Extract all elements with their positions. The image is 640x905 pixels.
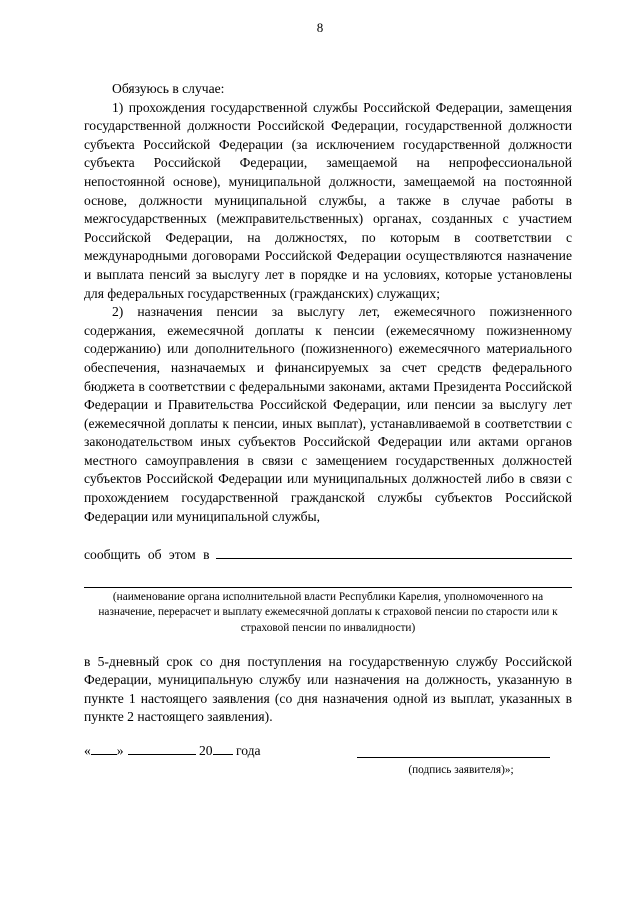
report-to-line [84,544,572,565]
date-signature-row [84,741,572,776]
document-body [84,80,572,776]
obligation-item-2: 2) назначения пенсии за выслугу лет, ежемесячного пожизненного содержания, ежемесячной доплаты к пенсии (ежемесячному пожизненному содержанию) или дополнительного (пожизненного) ежемесячного материального обеспечения, назначаемых и финансируемых за счет средств федерального бюджета в соответствии с федеральными законами, актами Президента Российской Федерации и Правительства Российской Федерации, или пенсии за выслугу лет (ежемесячной доплаты к пенсии, иных выплат), устанавливаемой в соответствии с законодательством иных субъектов Российской Федерации или актами органов местного самоуправления в связи с замещением государственных должностей субъектов Российской Федерации или муниципальных должностей либо в связи с прохождением государственной гражданской службы субъектов Российской Федерации или муниципальной службы, [84,304,572,524]
org-name-field[interactable] [216,544,573,559]
spacer [84,526,572,544]
deadline-paragraph: в 5-дневный срок со дня поступления на государственную службу Российской Федерации, муниципальную службу или назначения на должность, указанную в пункте 1 настоящего заявления (со дня назначения одной из выплат, указанных в пункте 2 настоящего заявления). [84,653,572,725]
date-close-quote: » [116,743,124,758]
year-word: года [236,743,261,758]
year-prefix: 20 [199,743,213,758]
signature-caption: (подпись заявителя)»; [408,764,514,776]
report-to-label: сообщить об этом в [84,547,210,563]
org-name-caption: (наименование органа исполнительной власти Республики Карелия, уполномоченного на назначение, перерасчет и выплату ежемесячной доплаты к страховой пенсии по старости или к страховой пенсии по инвалидности) [98,590,558,635]
month-blank[interactable] [128,741,196,755]
date-open-quote: « [84,743,91,758]
obligation-intro: Обязуюсь в случае: [112,81,225,96]
date-field [84,741,261,761]
day-blank[interactable] [91,741,117,755]
signature-field[interactable] [357,741,550,758]
org-name-field-continuation[interactable] [84,569,572,588]
spacer [84,637,572,653]
page-number: 8 [316,20,324,35]
year-blank[interactable] [213,741,233,755]
obligation-item-1: 1) прохождения государственной службы Российской Федерации, замещения государственной должности Российской Федерации, государственной должности субъекта Российской Федерации (за исключением государственной должности субъекта Российской Федерации, замещаемой на непрофессиональной непостоянной основе), муниципальной должности, замещаемой на постоянной основе, должности муниципальной службы, а также в случае работы в межгосударственных (межправительственных) органах, созданных с участием Российской Федерации, на должностях, по которым в соответствии с международными договорами Российской Федерации осуществляются назначение и выплата пенсий за выслугу лет в порядке и на условиях, которые установлены для федеральных государственных (гражданских) служащих; [84,99,572,301]
